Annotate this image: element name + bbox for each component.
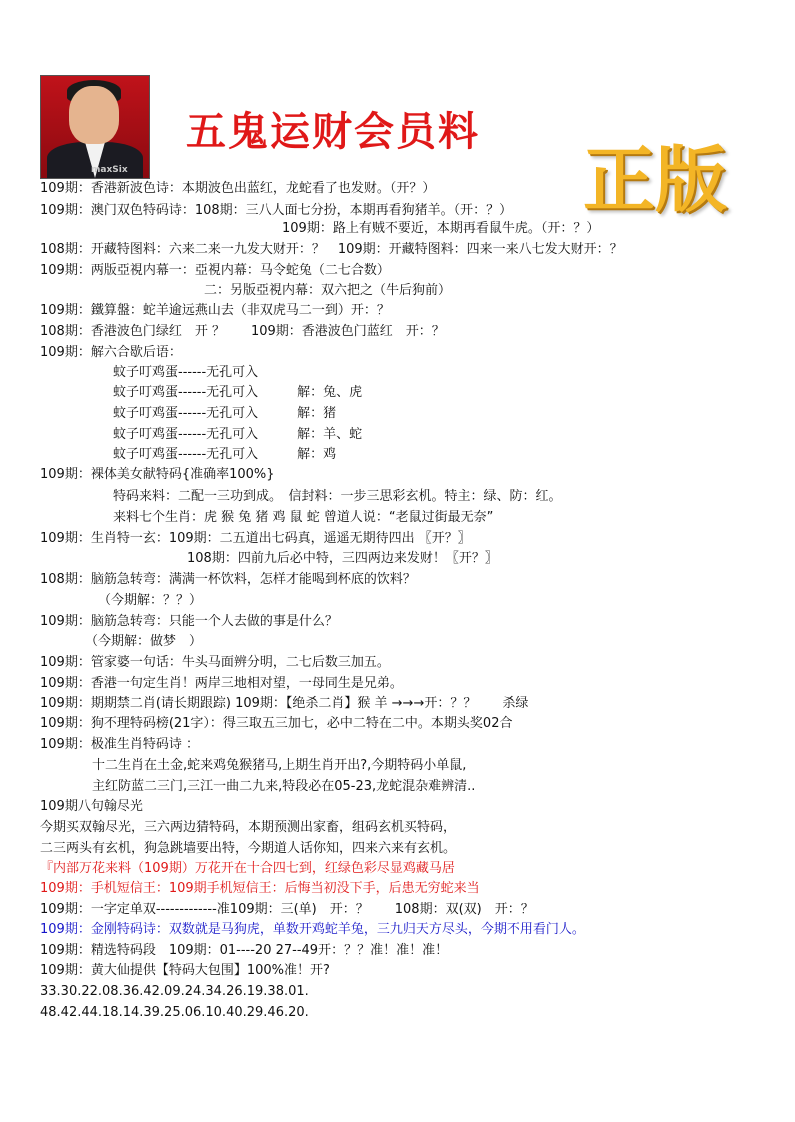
text-line: 二：另版亞視内幕：双六把之（牛后狗前） [204, 283, 452, 298]
text-line: 蚊子叮鸡蛋------无孔可入 解：兔、虎 [113, 385, 363, 400]
text-line: 33.30.22.08.36.42.09.24.34.26.19.38.01. [40, 984, 309, 999]
portrait-photo [40, 75, 150, 179]
text-line: 109期：管家婆一句话：牛头马面辨分明，二七后数三加五。 [40, 655, 390, 670]
text-line: 蚊子叮鸡蛋------无孔可入 解：猪 [113, 406, 337, 421]
text-line: 109期八句翰尽光 [40, 799, 143, 814]
text-line: 109期：一字定单双-------------准109期：三(单) 开：？ 108期：双(双) 开：？ [40, 902, 534, 917]
text-line: 109期：路上有贼不要近，本期再看鼠牛虎。（开：？） [282, 221, 600, 236]
text-line: 109期：鐵算盤：蛇羊逾远燕山去（非双虎马二一到）开：？ [40, 303, 390, 318]
text-line: 109期：香港一句定生肖！两岸三地相对望，一母同生是兄弟。 [40, 676, 403, 691]
text-line: 109期：脑筋急转弯：只能一个人去做的事是什么？ [40, 614, 338, 629]
text-line: 109期：香港新波色诗：本期波色出蓝红，龙蛇看了也发财。（开？） [40, 181, 436, 196]
text-line: 109期：裸体美女献特码{准确率100%} [40, 467, 275, 482]
text-line: 来料七个生肖：虎 猴 兔 猪 鸡 鼠 蛇 曾道人说：“老鼠过街最无奈” [113, 510, 494, 525]
text-line-highlight: 『内部万花来料（109期）万花开在十合四七到，红绿色彩尽显鸡藏马居 [40, 861, 455, 876]
text-line: 109期：极准生肖特码诗 ： [40, 737, 199, 752]
text-line: 109期：生肖特一玄：109期：二五道出七码真，遥遥无期待四出 〖开？〗 [40, 531, 471, 546]
text-line: 主红防蓝二三门,三江一曲二九来,特段必在05-23,龙蛇混杂难辨清.. [92, 779, 476, 794]
text-line: 蚊子叮鸡蛋------无孔可入 [113, 365, 259, 380]
text-line: 109期：期期禁二肖(请长期跟踪) 109期：【绝杀二肖】猴 羊 →→→开：？？ 杀绿 [40, 696, 529, 711]
text-line: 48.42.44.18.14.39.25.06.10.40.29.46.20. [40, 1005, 309, 1020]
text-line: 二三两头有玄机，狗急跳墙要出特，今期道人话你知，四来六来有玄机。 [40, 841, 457, 856]
text-line: 蚊子叮鸡蛋------无孔可入 解：羊、蛇 [113, 427, 363, 442]
text-line: 109期：澳门双色特码诗：108期：三八人面七分扮，本期再看狗猪羊。（开：？） [40, 203, 513, 218]
text-line: 十二生肖在土金,蛇来鸡兔猴猪马,上期生肖开出?,今期特码小单鼠, [92, 758, 467, 773]
text-line: （今期解：做梦 ） [85, 634, 203, 649]
text-line: 今期买双翰尽光，三六两边猜特码，本期预测出家畜，组码玄机买特码， [40, 820, 457, 835]
stamp-zhengban: 正版 [583, 137, 728, 222]
photo-tag: maxSix [91, 165, 128, 175]
text-line: 特码来料：二配一三功到成。 信封料：一步三思彩玄机。特主：绿、防：红。 [113, 489, 562, 504]
text-line: 109期：黄大仙提供【特码大包围】100%准！开? [40, 963, 330, 978]
text-line: 109期：解六合歇后语： [40, 345, 182, 360]
text-line-highlight: 109期：金刚特码诗：双数就是马狗虎，单数开鸡蛇羊兔，三九归天方尽头，今期不用看门人。 [40, 922, 585, 937]
portrait-face [69, 86, 119, 144]
text-line-highlight: 109期：手机短信王：109期手机短信王：后悔当初没下手，后患无穷蛇来当 [40, 881, 480, 896]
text-line: 108期：四前九后必中特，三四两边来发财！〖开？〗 [187, 551, 498, 566]
text-line: （今期解：？？） [98, 593, 203, 608]
text-line: 108期：开藏特图料：六来二来一九发大财开：？ 109期：开藏特图料：四来一来八七发大财开：？ [40, 242, 623, 257]
text-line: 蚊子叮鸡蛋------无孔可入 解：鸡 [113, 447, 337, 462]
text-line: 109期：狗不理特码榜(21字）：得三取五三加七，必中二特在二中。本期头奖02合 [40, 716, 513, 731]
text-line: 109期：精选特码段 109期：01----20 27--49开：？？准！准！准！ [40, 943, 449, 958]
text-line: 109期：两版亞視内幕一：亞視内幕：马令蛇兔（二七合数） [40, 263, 390, 278]
text-line: 108期：香港波色门绿红 开 ？ 109期：香港波色门蓝红 开：？ [40, 324, 445, 339]
page-title: 五鬼运财会员料 [186, 108, 480, 155]
text-line: 108期：脑筋急转弯：满满一杯饮料，怎样才能喝到杯底的饮料？ [40, 572, 416, 587]
